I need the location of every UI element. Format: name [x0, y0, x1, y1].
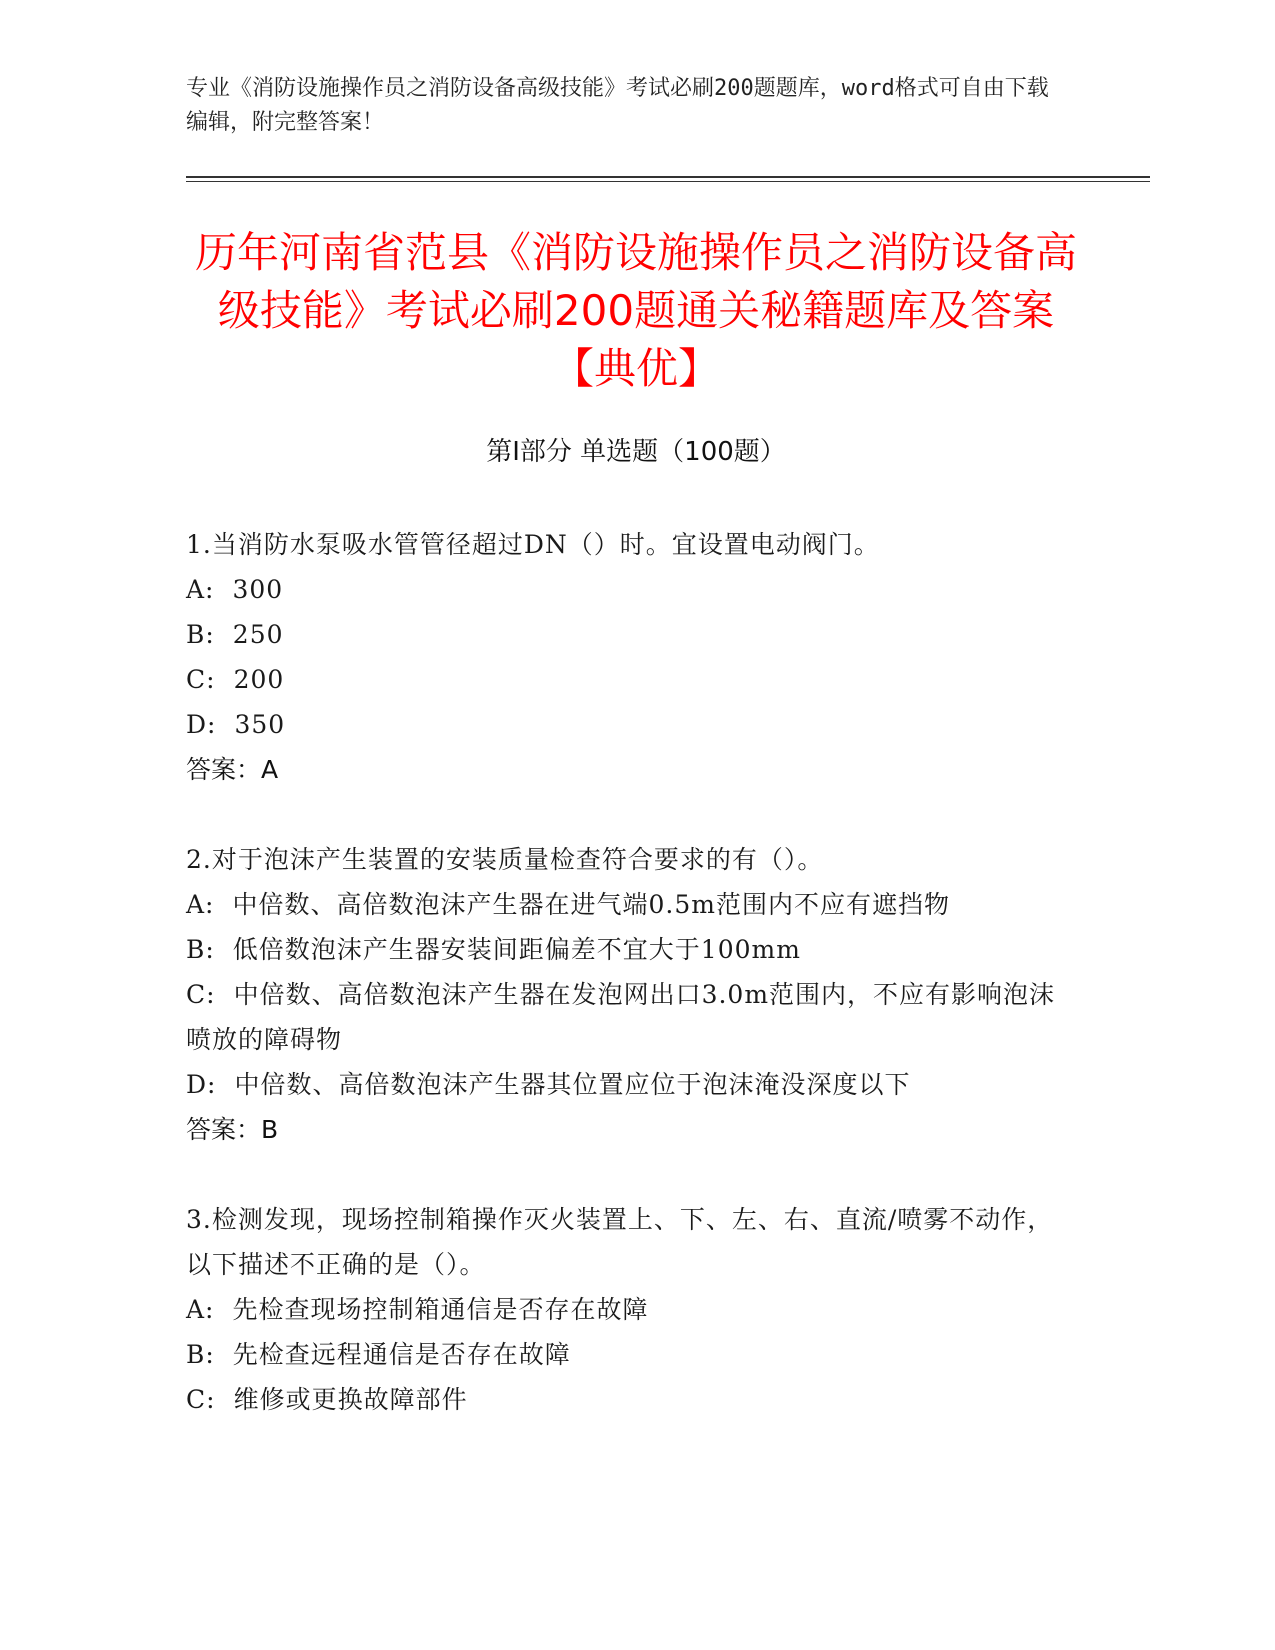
option-text: 300 — [232, 575, 284, 604]
option-b — [186, 1332, 1066, 1377]
question-1 — [186, 522, 1066, 792]
header-note: 专业《消防设施操作员之消防设备高级技能》考试必刷200题题库，word格式可自由下载编辑，附完整答案！ — [186, 76, 1049, 135]
option-c — [186, 1377, 1066, 1422]
option-label: A: — [186, 575, 215, 604]
answer: 答案：B — [186, 1115, 279, 1144]
option-label: A: — [186, 890, 215, 919]
option-d — [186, 1062, 1066, 1107]
option-text: 中倍数、高倍数泡沫产生器其位置应位于泡沫淹没深度以下 — [234, 1070, 911, 1099]
option-label: A: — [186, 1295, 215, 1324]
option-label: C: — [186, 665, 216, 694]
document-title: 历年河南省范县《消防设施操作员之消防设备高级技能》考试必刷200题通关秘籍题库及答案【典优】 — [194, 228, 1077, 393]
option-label: B: — [186, 620, 215, 649]
option-label: D: — [186, 1070, 217, 1099]
option-a — [186, 882, 1066, 927]
option-text: 中倍数、高倍数泡沫产生器在发泡网出口3.0m范围内，不应有影响泡沫喷放的障碍物 — [186, 980, 1056, 1054]
option-label: C: — [186, 1385, 216, 1414]
option-c — [186, 657, 1066, 702]
option-d — [186, 702, 1066, 747]
option-text: 先检查远程通信是否存在故障 — [232, 1340, 571, 1369]
question-stem: 1.当消防水泵吸水管管径超过DN（）时。宜设置电动阀门。 — [186, 530, 880, 559]
answer: 答案：A — [186, 755, 279, 784]
question-stem: 3.检测发现，现场控制箱操作灭火装置上、下、左、右、直流/喷雾不动作，以下描述不正确的是（）。 — [186, 1205, 1054, 1279]
option-a — [186, 567, 1066, 612]
option-label: B: — [186, 935, 215, 964]
option-a — [186, 1287, 1066, 1332]
question-2 — [186, 837, 1066, 1152]
question-stem: 2.对于泡沫产生装置的安装质量检查符合要求的有（）。 — [186, 845, 824, 874]
question-list — [186, 522, 1066, 1467]
question-3 — [186, 1197, 1066, 1422]
option-text: 先检查现场控制箱通信是否存在故障 — [232, 1295, 649, 1324]
header-rule-thin — [186, 181, 1150, 182]
option-text: 中倍数、高倍数泡沫产生器在进气端0.5m范围内不应有遮挡物 — [232, 890, 950, 919]
option-text: 250 — [232, 620, 284, 649]
option-text: 维修或更换故障部件 — [233, 1385, 468, 1414]
option-label: C: — [186, 980, 216, 1009]
option-b — [186, 612, 1066, 657]
option-text: 低倍数泡沫产生器安装间距偏差不宜大于100mm — [232, 935, 801, 964]
section-heading: 第Ⅰ部分 单选题（100题） — [486, 437, 786, 467]
option-c — [186, 972, 1066, 1062]
header-rule-thick — [186, 176, 1150, 178]
option-text: 200 — [233, 665, 285, 694]
option-label: B: — [186, 1340, 215, 1369]
option-b — [186, 927, 1066, 972]
option-text: 350 — [234, 710, 286, 739]
option-label: D: — [186, 710, 217, 739]
